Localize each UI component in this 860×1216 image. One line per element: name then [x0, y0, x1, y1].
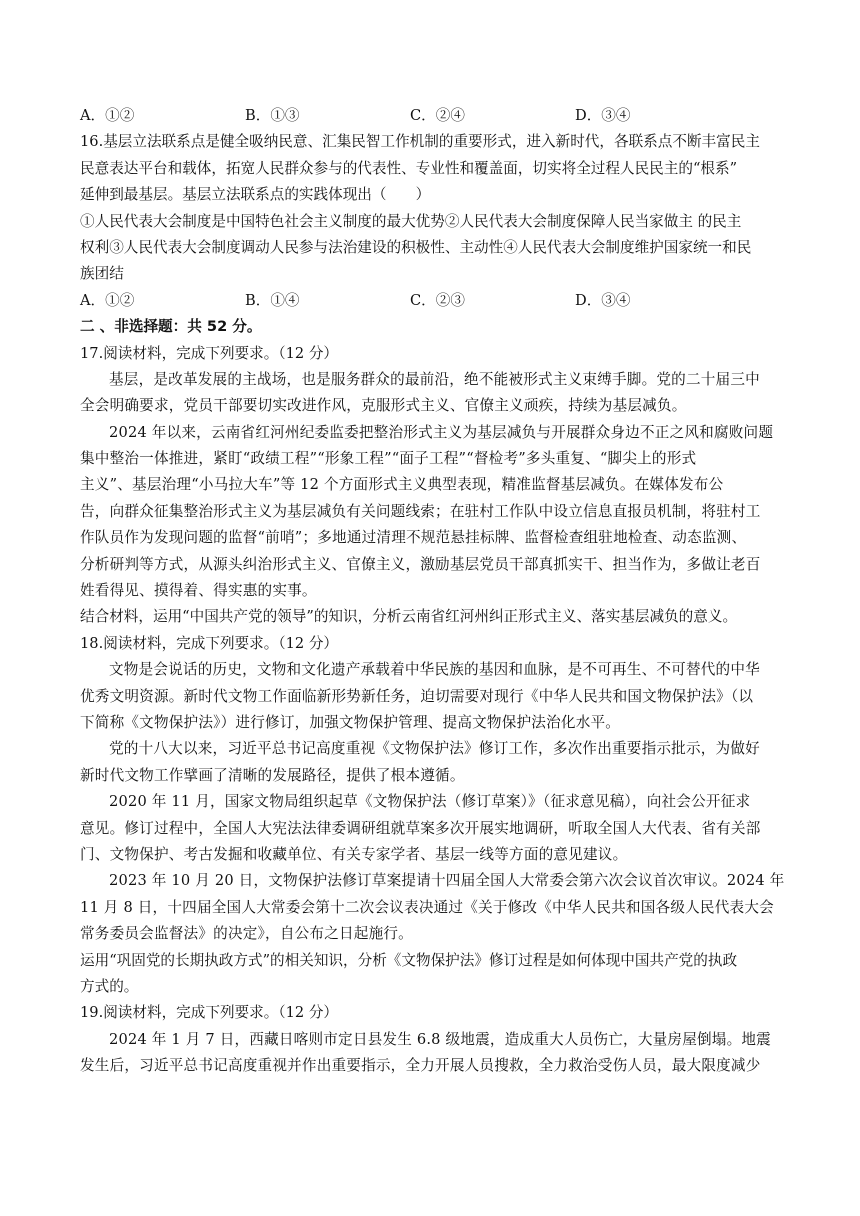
q18-para-line: 党的十八大以来，习近平总书记高度重视《文物保护法》修订工作，多次作出重要指示批示，为做好	[109, 740, 760, 758]
question-16	[80, 129, 780, 314]
q16-line: 16.基层立法联系点是健全吸纳民意、汇集民智工作机制的重要形式，进入新时代，各联系点不断丰富民主	[80, 133, 760, 151]
q18-para-line: 下简称《文物保护法》）进行修订，加强文物保护管理、提高文物保护法治化水平。	[80, 713, 621, 731]
q16-line: 民意表达平台和载体，拓宽人民群众参与的代表性、专业性和覆盖面，切实将全过程人民民主的“根系”	[80, 159, 738, 177]
exam-page	[80, 103, 785, 1079]
q18-para-line: 新时代文物工作擘画了清晰的发展路径，提供了根本遵循。	[80, 766, 465, 784]
q16-line: 族团结	[80, 265, 124, 283]
q17-header: 17.阅读材料，完成下列要求。（12 分）	[80, 344, 339, 362]
q18-header: 18.阅读材料，完成下列要求。（12 分）	[80, 634, 339, 652]
q17-para-line: 集中整治一体推进，紧盯“政绩工程”“形象工程”“面子工程”“督检考”多头重复、“脚尖上的形式	[80, 450, 697, 468]
question-19	[80, 1000, 780, 1079]
q17-question: 结合材料，运用“中国共产党的领导”的知识，分析云南省红河州纠正形式主义、落实基层减负的意义。	[80, 608, 738, 626]
q17-para-line: 分析研判等方式，从源头纠治形式主义、官僚主义，激励基层党员干部真抓实干、担当作为，多做让老百	[80, 555, 761, 573]
q15-options	[80, 103, 780, 129]
q16-line: 权利③人民代表大会制度调动人民参与法治建设的积极性、主动性④人民代表大会制度维护国家统一和民	[80, 238, 752, 256]
q18-question: 方式的。	[80, 977, 139, 995]
q18-para-line: 优秀文明资源。新时代文物工作面临新形势新任务，迫切需要对现行《中华人民共和国文物保护法》（以	[80, 687, 754, 705]
q19-para-line: 2024 年 1 月 7 日，西藏日喀则市定日县发生 6.8 级地震，造成重大人员伤亡，大量房屋倒塌。地震	[109, 1030, 771, 1048]
q18-question: 运用“巩固党的长期执政方式”的相关知识，分析《文物保护法》修订过程是如何体现中国共产党的执政	[80, 951, 738, 969]
section-title: 二 、非选择题：共 52 分。	[80, 318, 262, 336]
q16-option-d: D．③④	[575, 291, 631, 309]
q17-para-line: 姓看得见、摸得着、得实惠的实事。	[80, 582, 317, 600]
q15-option-b: B．①③	[245, 107, 300, 124]
q15-option-a: A．①②	[80, 107, 135, 124]
q18-para-line: 文物是会说话的历史，文物和文化遗产承载着中华民族的基因和血脉，是不可再生、不可替代的中华	[109, 661, 760, 679]
q19-header: 19.阅读材料，完成下列要求。（12 分）	[80, 1004, 339, 1022]
q18-para-line: 2023 年 10 月 20 日，文物保护法修订草案提请十四届全国人大常委会第六次会议首次审议。2024 年	[109, 872, 785, 890]
q17-para-line: 基层，是改革发展的主战场，也是服务群众的最前沿，绝不能被形式主义束缚手脚。党的二十届三中	[109, 370, 760, 388]
q16-option-a: A．①②	[80, 291, 135, 309]
q17-para-line: 主义”、基层治理“小马拉大车”等 12 个方面形式主义典型表现，精准监督基层减负。在媒体发布公	[80, 476, 724, 494]
q18-para-line: 门、文物保护、考古发掘和收藏单位、有关专家学者、基层一线等方面的意见建议。	[80, 845, 628, 863]
q18-para-line: 11 月 8 日，十四届全国人大常委会第十二次会议表决通过《关于修改《中华人民共和国各级人民代表大会	[80, 898, 774, 916]
question-17	[80, 341, 780, 631]
q15-option-c: C．②④	[410, 107, 465, 124]
q16-option-c: C．②③	[410, 291, 465, 309]
q16-line: ①人民代表大会制度是中国特色社会主义制度的最大优势②人民代表大会制度保障人民当家做主 的民主	[80, 212, 742, 230]
q16-option-b: B．①④	[245, 291, 300, 309]
q15-option-d: D．③④	[575, 107, 631, 124]
q18-para-line: 意见。修订过程中，全国人大宪法法律委调研组就草案多次开展实地调研，听取全国人大代表、省有关部	[80, 819, 761, 837]
q17-para-line: 作队员作为发现问题的监督“前哨”；多地通过清理不规范悬挂标牌、监督检查组驻地检查、动态监测、	[80, 529, 747, 547]
q17-para-line: 告，向群众征集整治形式主义为基层减负有关问题线索；在驻村工作队中设立信息直报员机制，将驻村工	[80, 502, 761, 520]
q17-para-line: 全会明确要求，党员干部要切实改进作风，克服形式主义、官僚主义顽疾，持续为基层减负。	[80, 397, 687, 415]
question-18	[80, 631, 785, 1000]
q18-para-line: 常务委员会监督法》的决定》，自公布之日起施行。	[80, 925, 413, 943]
q16-line: 延伸到最基层。基层立法联系点的实践体现出（ ）	[80, 186, 431, 204]
q17-para-line: 2024 年以来，云南省红河州纪委监委把整治形式主义为基层减负与开展群众身边不正之风和腐败问题	[109, 423, 774, 441]
q18-para-line: 2020 年 11 月，国家文物局组织起草《文物保护法（修订草案）》（征求意见稿），向社会公开征求	[109, 793, 751, 811]
q16-options	[80, 288, 780, 314]
q19-para-line: 发生后，习近平总书记高度重视并作出重要指示，全力开展人员搜救，全力救治受伤人员，最大限度减少	[80, 1057, 761, 1075]
